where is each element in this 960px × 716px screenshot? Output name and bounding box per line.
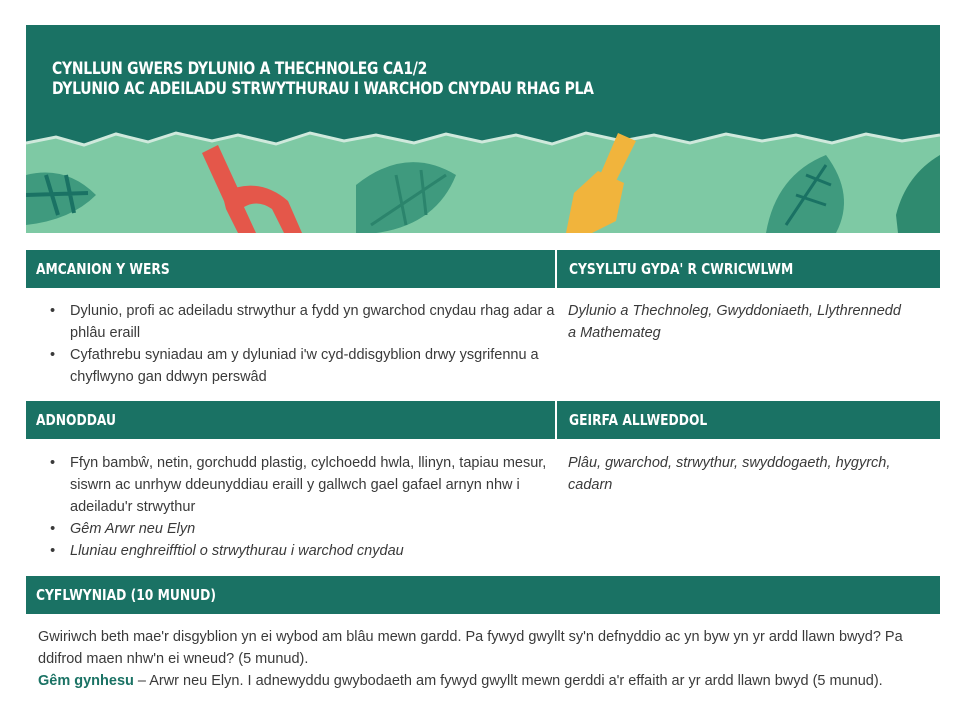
presentation-heading: CYFLWYNIAD (10 MUNUD)	[36, 586, 216, 604]
warmup-text: – Arwr neu Elyn. I adnewyddu gwybodaeth am fywyd gwyllt mewn gerddi a'r effaith ar yr ardd llawn bwyd (5 munud).	[133, 673, 883, 689]
curriculum-text: Dylunio a Thechnoleg, Gwyddoniaeth, Llythrennedd a Mathemateg	[568, 303, 901, 341]
aims-header-bar	[26, 250, 940, 288]
list-item: • Lluniau enghreifftiol o strwythurau i warchod cnydau	[38, 540, 558, 562]
column-divider	[555, 250, 557, 288]
garden-tools-illustration	[26, 25, 940, 233]
list-item: • Dylunio, profi ac adeiladu strwythur a fydd yn gwarchod cnydau rhag adar a phlâu eraill	[38, 300, 558, 344]
warmup-paragraph	[38, 670, 928, 692]
warmup-label: Gêm gynhesu	[38, 673, 134, 689]
title-line-1: CYNLLUN GWERS DYLUNIO A THECHNOLEG CA1/2	[52, 59, 428, 79]
resources-heading: ADNODDAU	[36, 411, 117, 429]
presentation-paragraph: Gwiriwch beth mae'r disgyblion yn ei wybod am blâu mewn gardd. Pa fywyd gwyllt sy'n defnyddio ac yn byw yn yr ardd llawn bwyd? Pa ddifrod maen nhw'n ei wneud? (5 munud).	[38, 629, 903, 667]
column-divider	[555, 401, 557, 439]
resources-header-bar	[26, 401, 940, 439]
curriculum-heading: CYSYLLTU GYDA' R CWRICWLWM	[569, 260, 794, 278]
list-item: • Gêm Arwr neu Elyn	[38, 518, 558, 540]
presentation-header-bar	[26, 576, 940, 614]
aims-list	[38, 300, 558, 388]
title-line-2: DYLUNIO AC ADEILADU STRWYTHURAU I WARCHOD CNYDAU RHAG PLA	[52, 79, 594, 99]
vocabulary-heading: GEIRFA ALLWEDDOL	[569, 411, 708, 429]
aims-heading: AMCANION Y WERS	[36, 260, 170, 278]
list-item: • Ffyn bambŵ, netin, gorchudd plastig, cylchoedd hwla, llinyn, tapiau mesur, siswrn ac unrhyw ddeunyddiau eraill y gallwch gael gafael arnyn nhw i adeiladu'r strwythur	[38, 452, 558, 518]
page-title	[52, 59, 594, 99]
header-banner	[26, 25, 940, 233]
resources-list	[38, 452, 558, 562]
vocabulary-text: Plâu, gwarchod, strwythur, swyddogaeth, hygyrch, cadarn	[568, 455, 891, 493]
list-item: • Cyfathrebu syniadau am y dyluniad i'w cyd-ddisgyblion drwy ysgrifennu a chyflwyno gan ddwyn perswâd	[38, 344, 558, 388]
